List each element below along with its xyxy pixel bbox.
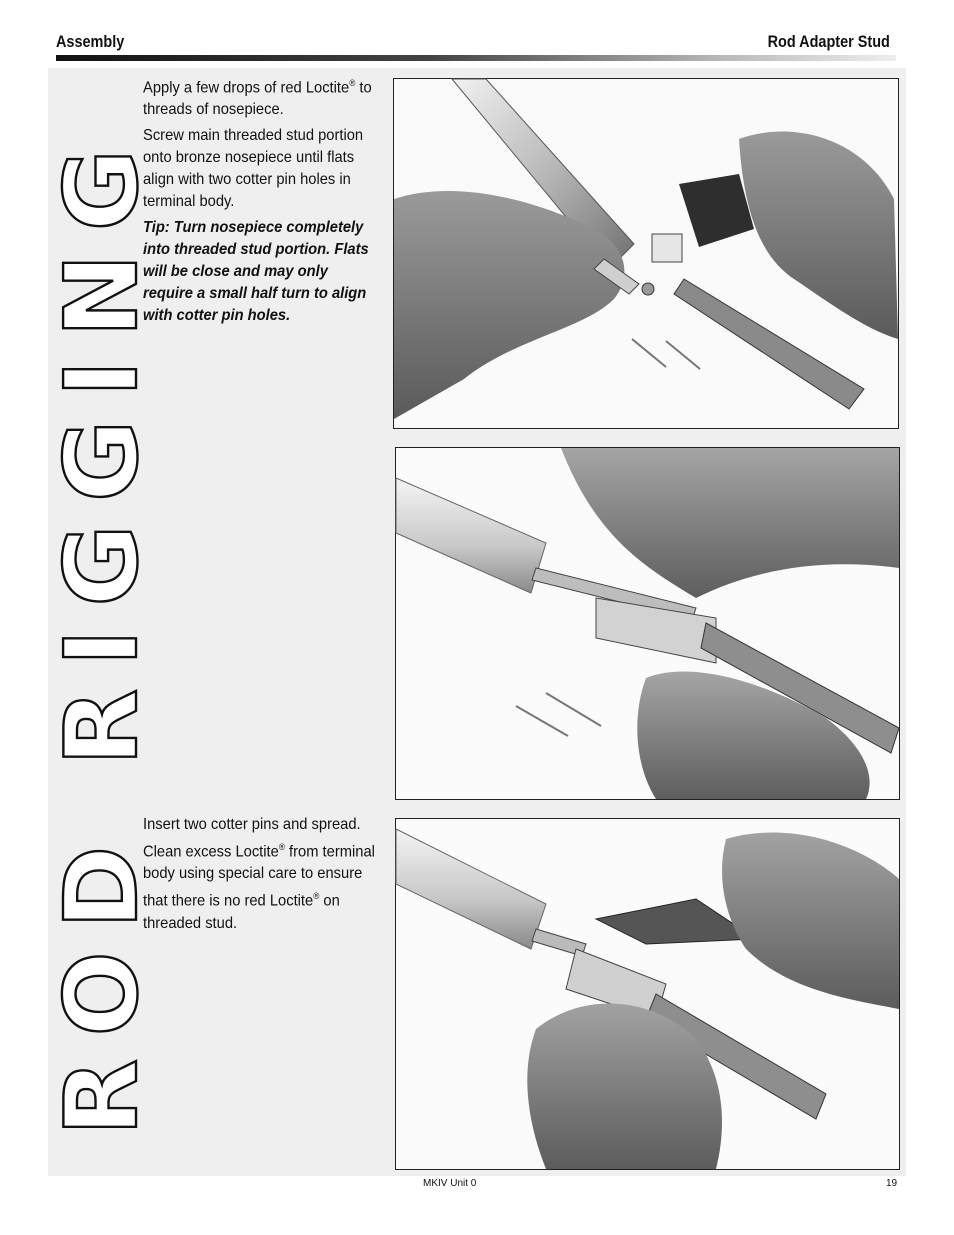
photo-insert-cotter-pins — [395, 818, 900, 1170]
section-title: Assembly — [56, 32, 125, 51]
registered-mark: ® — [278, 842, 285, 852]
step1-paragraph1 — [143, 72, 378, 121]
step1-instructions — [143, 72, 378, 331]
step2-text-a: Insert two cotter pins and spread. Clean excess Loctite — [143, 816, 361, 861]
vertical-title — [43, 68, 160, 1176]
step2-instructions — [143, 814, 378, 939]
step2-text-c: on threaded stud. — [143, 892, 340, 932]
step1-text-b: to threads of nosepiece. — [143, 79, 372, 119]
header-rule — [56, 55, 896, 61]
registered-mark: ® — [349, 78, 356, 88]
registered-mark: ® — [313, 891, 320, 902]
step1-paragraph2: Screw main threaded stud portion onto bronze nosepiece until flats align with two cotter pin holes in terminal body. — [143, 127, 364, 211]
step2-text-b: from terminal body using special care to ensure that there is no red Loctite — [143, 843, 375, 910]
step1-text-a: Apply a few drops of red Loctite — [143, 79, 350, 97]
photo-apply-loctite — [393, 78, 899, 429]
document-id: MKIV Unit 0 — [423, 1178, 477, 1189]
step2-paragraph — [143, 814, 378, 935]
photo-screw-stud — [395, 447, 900, 800]
step1-tip: Tip: Turn nosepiece completely into threaded stud portion. Flats will be close and may only require a small half turn to align with cotter pin holes. — [143, 219, 369, 325]
topic-title: Rod Adapter Stud — [767, 32, 890, 51]
page-number: 19 — [886, 1178, 898, 1189]
vertical-title-text: ROD RIGGING — [43, 116, 160, 1136]
